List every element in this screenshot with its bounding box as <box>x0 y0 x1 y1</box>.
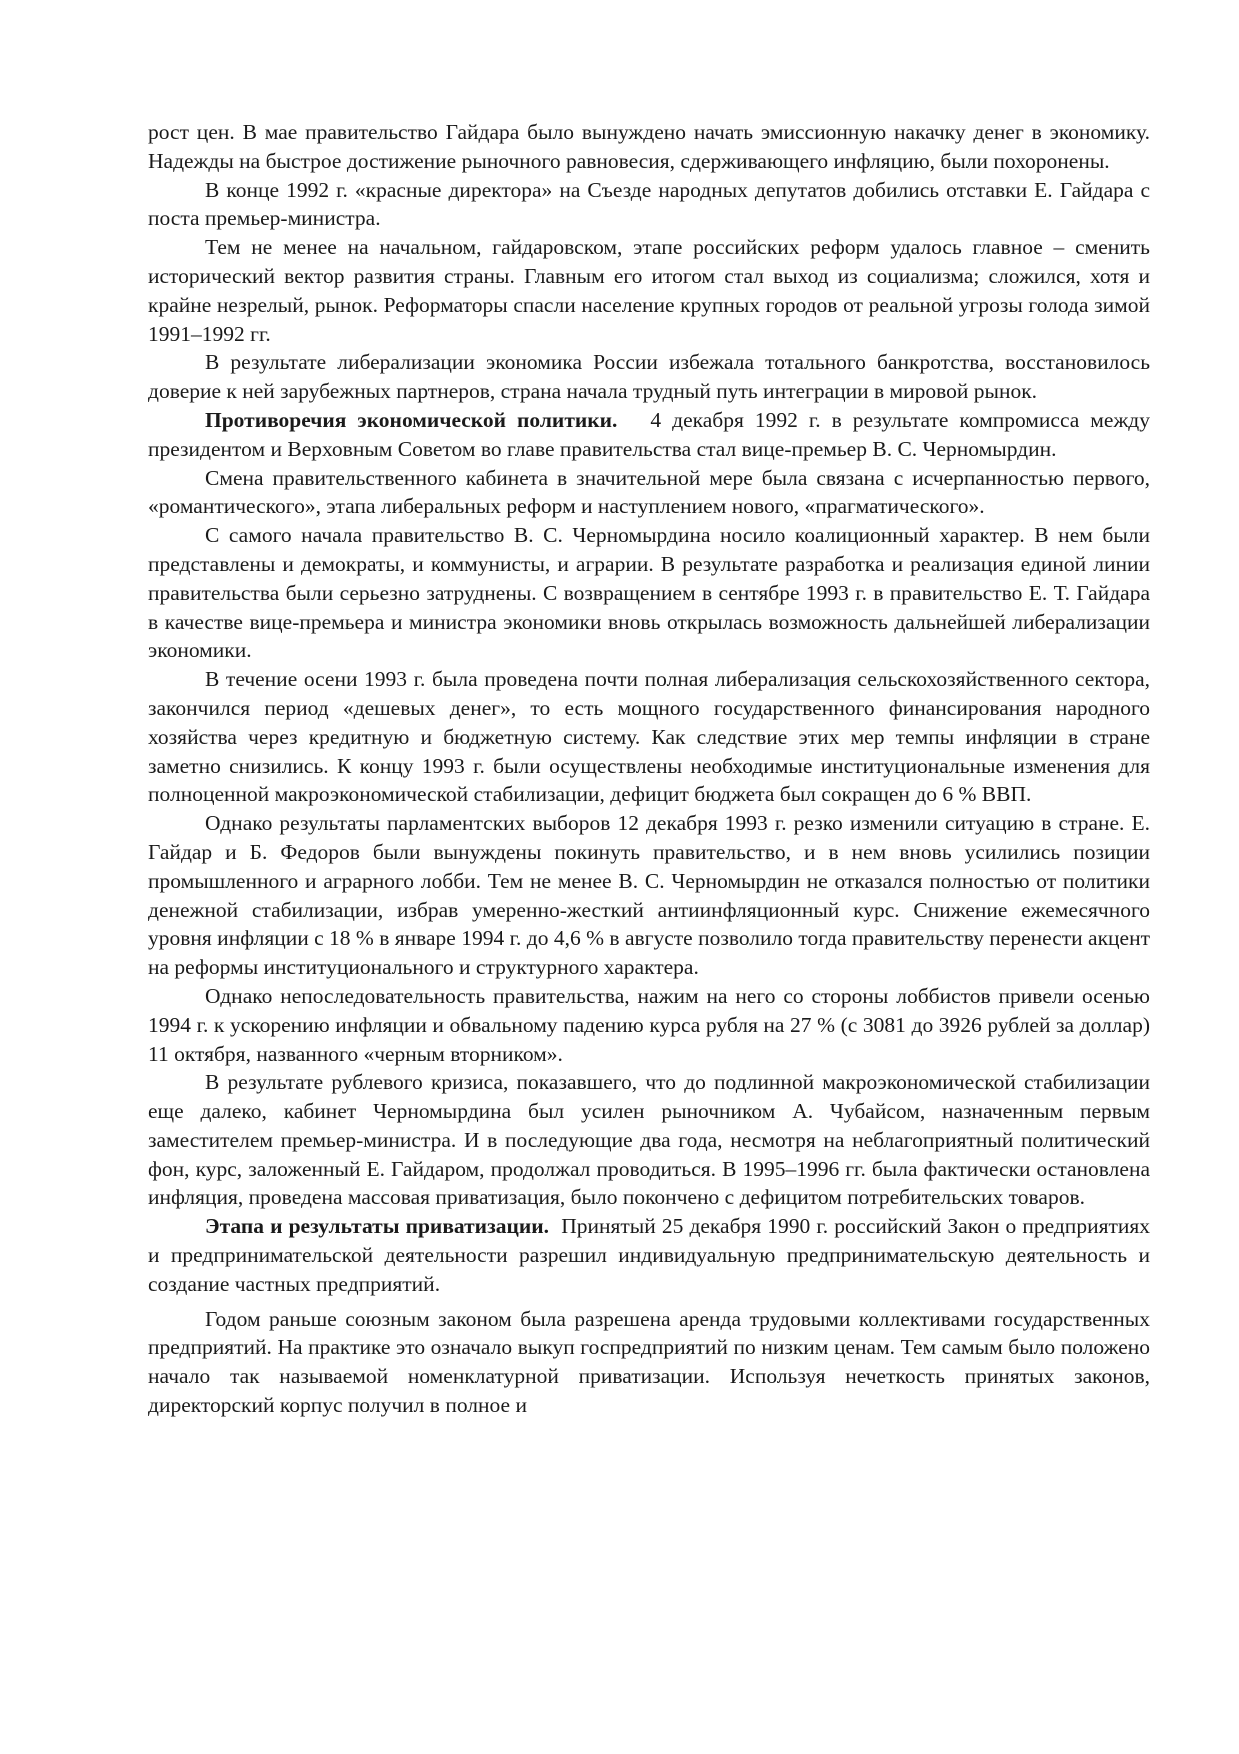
document-page <box>148 118 1150 1420</box>
paragraph-3: Тем не менее на начальном, гайдаровском, этапе российских реформ удалось главное – сменить исторический вектор развития страны. Главным его итогом стал выход из социализма; сложился, хотя и крайне незрелый, рынок. Реформаторы спасли население крупных городов от реальной угрозы голода зимой 1991–1992 гг. <box>148 235 1150 346</box>
paragraph-12-text: Принятый 25 декабря 1990 г. российский Закон о предприятиях и предпринимательской деятельности разрешил индивидуальную предпринимательскую деятельность и создание частных предприятий. <box>148 1214 1151 1296</box>
paragraph-7: С самого начала правительство В. С. Черномырдина носило коалиционный характер. В нем были представлены и демократы, и коммунисты, и аграрии. В результате разработка и реализация единой линии правительства были серьезно затруднены. С возвращением в сентябре 1993 г. в правительство Е. Т. Гайдара в качестве вице-премьера и министра экономики вновь открылась возможность дальнейшей либерализации экономики. <box>148 523 1150 663</box>
paragraph-5-text: 4 декабря 1992 г. в результате компромисса между президентом и Верховным Советом во главе правительства стал вице-премьер В. С. Черномырдин. <box>148 407 1150 461</box>
paragraph-10: Однако непоследовательность правительства, нажим на него со стороны лоббистов привели осенью 1994 г. к ускорению инфляции и обвальному падению курса рубля на 27 % (с 3081 до 3926 рублей за доллар) 11 октября, названного «черным вторником». <box>148 983 1150 1066</box>
paragraph-4: В результате либерализации экономика России избежала тотального банкротства, восстановилось доверие к ней зарубежных партнеров, страна начала трудный путь интеграции в мировой рынок. <box>148 350 1150 404</box>
paragraph-8: В течение осени 1993 г. была проведена почти полная либерализация сельскохозяйственного сектора, закончился период «дешевых денег», то есть мощного государственного финансирования народного хозяйства через кредитную и бюджетную систему. Как следствие этих мер темпы инфляции в стране заметно снизились. К концу 1993 г. были осуществлены необходимые институциональные изменения для полноценной макроэкономической стабилизации, дефицит бюджета был сокращен до 6 % ВВП. <box>148 667 1150 807</box>
paragraph-12 <box>148 1212 1150 1298</box>
paragraph-1: рост цен. В мае правительство Гайдара было вынуждено начать эмиссионную накачку денег в экономику. Надежды на быстрое достижение рыночного равновесия, сдерживающего инфляцию, были похоронены. <box>148 120 1150 173</box>
section-heading-economic-policy: Противоречия экономической политики. <box>205 407 618 432</box>
paragraph-6: Смена правительственного кабинета в значительной мере была связана с исчерпанностью первого, «романтического», этапа либеральных реформ и наступлением нового, «прагматического». <box>148 465 1150 519</box>
paragraph-11: В результате рублевого кризиса, показавшего, что до подлинной макроэкономической стабилизации еще далеко, кабинет Черномырдина был усилен рыночником А. Чубайсом, назначенным первым заместителем премьер-министра. И в последующие два года, несмотря на неблагоприятный политический фон, курс, заложенный Е. Гайдаром, продолжал проводиться. В 1995–1996 гг. была фактически остановлена инфляция, проведена массовая приватизация, было покончено с дефицитом потребительских товаров. <box>148 1070 1150 1210</box>
section-heading-privatization: Этапа и результаты приватизации. <box>205 1214 549 1239</box>
paragraph-9: Однако результаты парламентских выборов 12 декабря 1993 г. резко изменили ситуацию в стране. Е. Гайдар и Б. Федоров были вынуждены покинуть правительство, и в нем вновь усилились позиции промышленного и аграрного лобби. Тем не менее В. С. Черномырдин не отказался полностью от политики денежной стабилизации, избрав умеренно-жесткий антиинфляционный курс. Снижение ежемесячного уровня инфляции с 18 % в январе 1994 г. до 4,6 % в августе позволило тогда правительству перенести акцент на реформы институционального и структурного характера. <box>148 811 1150 980</box>
paragraph-13: Годом раньше союзным законом была разрешена аренда трудовыми коллективами государственных предприятий. На практике это означало выкуп госпредприятий по низким ценам. Тем самым было положено начало так называемой номенклатурной приватизации. Используя нечеткость принятых законов, директорский корпус получил в полное и <box>148 1306 1150 1418</box>
paragraph-5 <box>148 406 1150 464</box>
paragraph-2: В конце 1992 г. «красные директора» на Съезде народных депутатов добились отставки Е. Гайдара с поста премьер-министра. <box>148 177 1150 231</box>
